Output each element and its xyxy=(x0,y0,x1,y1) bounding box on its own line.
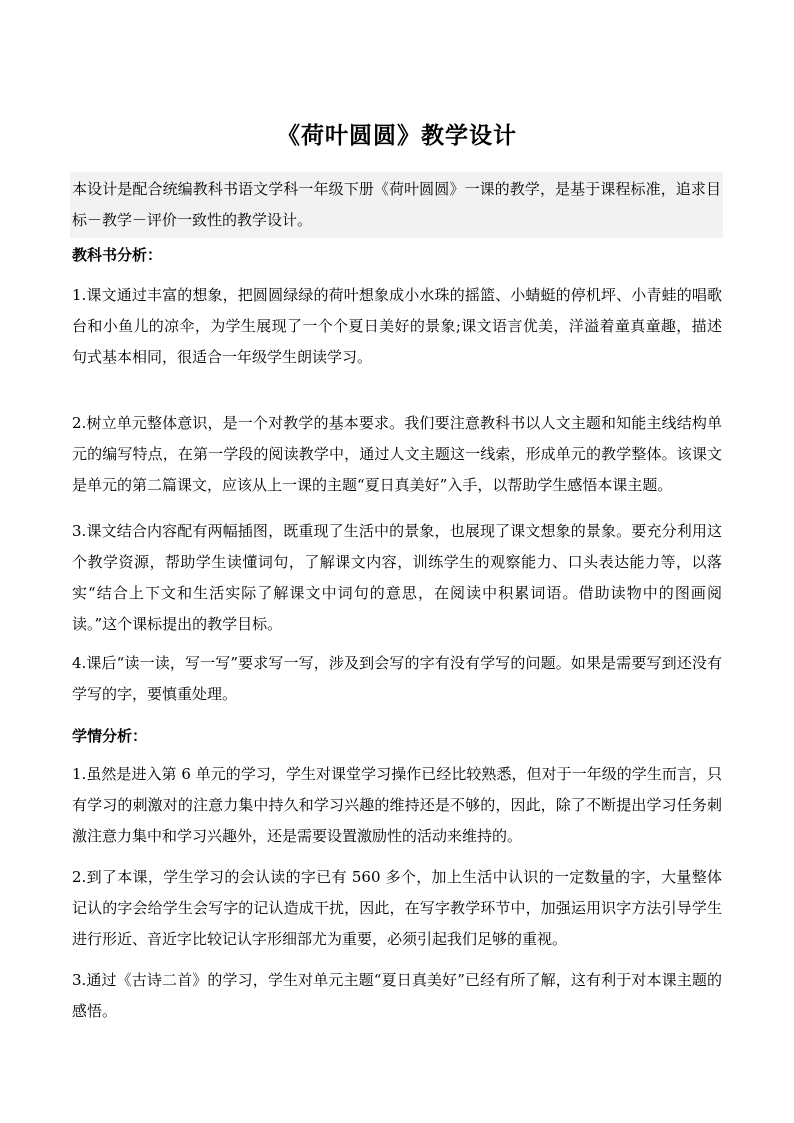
learner-analysis-paragraph-1: 1.虽然是进入第 6 单元的学习，学生对课堂学习操作已经比较熟悉，但对于一年级的学生而言，只有学习的刺激对的注意力集中持久和学习兴趣的维持还是不够的，因此，除了不断提出学习任务刺激注意力集中和学习兴趣外，还是需要设置激励性的活动来维持的。 xyxy=(72,765,722,845)
textbook-analysis-paragraph-2: 2.树立单元整体意识，是一个对教学的基本要求。我们要注意教科书以人文主题和知能主线结构单元的编写特点，在第一学段的阅读教学中，通过人文主题这一线索，形成单元的教学整体。该课文是单元的第二篇课文，应该从上一课的主题“夏日真美好”入手，以帮助学生感悟本课主题。 xyxy=(72,414,722,494)
textbook-analysis-paragraph-1: 1.课文通过丰富的想象，把圆圆绿绿的荷叶想象成小水珠的摇篮、小蜻蜓的停机坪、小青蛙的唱歌台和小鱼儿的凉伞，为学生展现了一个个夏日美好的景象;课文语言优美，洋溢着童真童趣，描述句式基本相同，很适合一年级学生朗读学习。 xyxy=(72,286,722,366)
learner-analysis-paragraph-2: 2.到了本课，学生学习的会认读的字已有 560 多个，加上生活中认识的一定数量的字，大量整体记认的字会给学生会写字的记认造成干扰，因此，在写字教学环节中，加强运用识字方法引导学生进行形近、音近字比较记认字形细部尤为重要，必须引起我们足够的重视。 xyxy=(72,868,722,948)
intro-paragraph: 本设计是配合统编教科书语文学科一年级下册《荷叶圆圆》一课的教学，是基于课程标准，追求目标－教学－评价一致性的教学设计。 xyxy=(70,172,723,238)
learner-analysis-paragraph-3: 3.通过《古诗二首》的学习，学生对单元主题“夏日真美好”已经有所了解，这有利于对本课主题的感悟。 xyxy=(72,971,722,1020)
section-heading-learner-analysis: 学情分析： xyxy=(72,727,148,745)
textbook-analysis-paragraph-4: 4.课后“读一读，写一写”要求写一写，涉及到会写的字有没有学写的问题。如果是需要写到还没有学写的字，要慎重处理。 xyxy=(72,654,722,703)
textbook-analysis-paragraph-3: 3.课文结合内容配有两幅插图，既重现了生活中的景象，也展现了课文想象的景象。要充分利用这个教学资源，帮助学生读懂词句，了解课文内容，训练学生的观察能力、口头表达能力等，以落实“结合上下文和生活实际了解课文中词句的意思，在阅读中积累词语。借助读物中的图画阅读。”这个课标提出的教学目标。 xyxy=(72,522,722,633)
section-heading-textbook-analysis: 教科书分析： xyxy=(72,246,163,264)
document-title: 《荷叶圆圆》教学设计 xyxy=(277,123,517,149)
